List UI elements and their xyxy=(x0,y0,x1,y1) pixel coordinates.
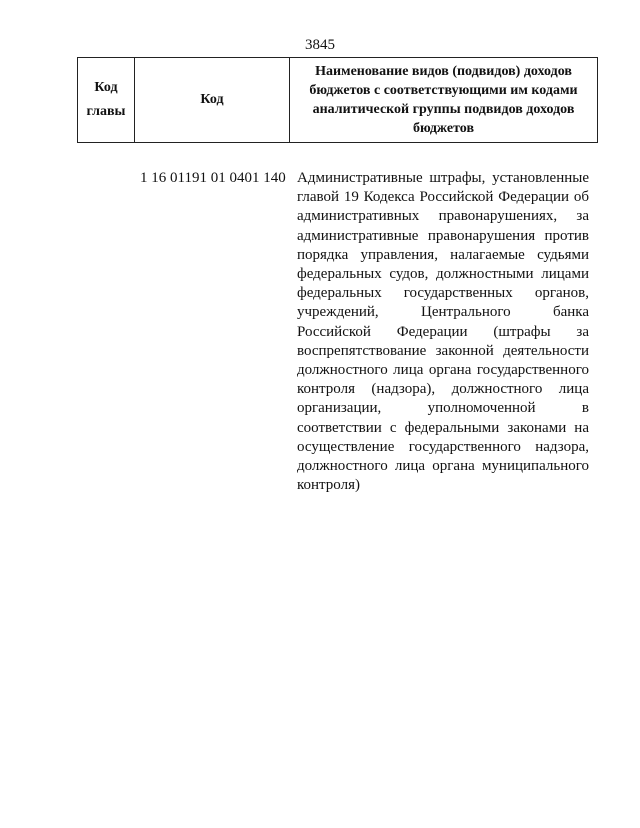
table-row-code: 1 16 01191 01 0401 140 xyxy=(140,170,286,186)
header-name: Наименование видов (подвидов) доходов бюджетов с соответствующими им кодами аналитической группы подвидов доходов бюджетов xyxy=(290,58,598,143)
header-row xyxy=(78,58,598,143)
page-number: 3845 xyxy=(305,37,335,53)
header-chapter-code: Код главы xyxy=(78,58,135,143)
header-code: Код xyxy=(135,58,290,143)
table-header xyxy=(77,57,598,143)
table-row-name: Административные штрафы, установленные главой 19 Кодекса Российской Федерации об административных правонарушениях, за административные правонарушения против порядка управления, налагаемые судьями федеральных судов, должностными лицами федеральных государственных органов, учреждений, Центрального банка Российской Федерации (штрафы за воспрепятствование законной деятельности должностного лица органа государственного контроля (надзора), должностного лица организации, уполномоченной в соответствии с федеральными законами на осуществление государственного надзора, должностного лица органа муниципального контроля) xyxy=(297,170,589,494)
